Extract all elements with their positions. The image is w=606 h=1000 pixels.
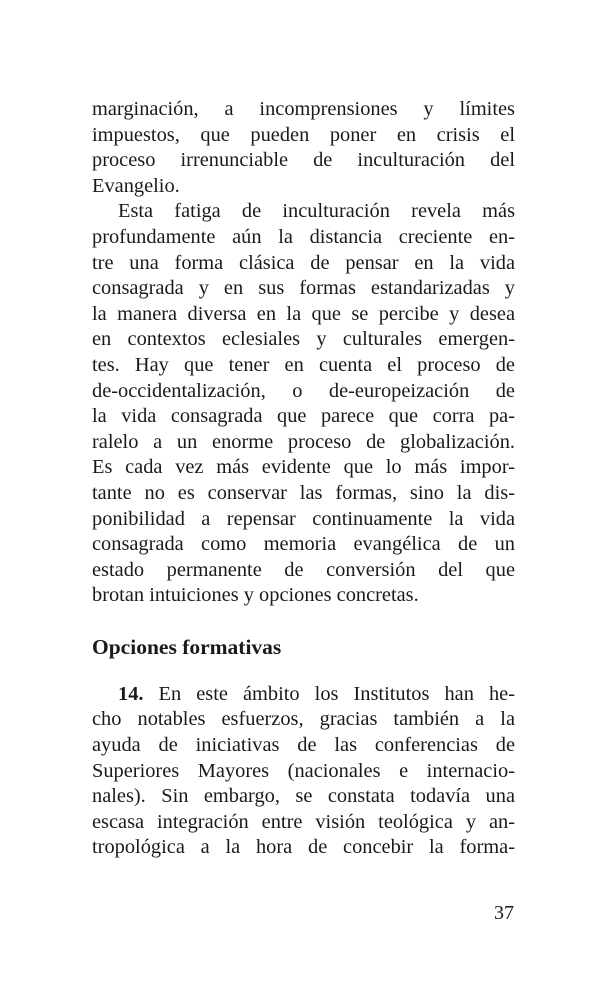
text-line: tropológica a la hora de concebir la forma-: [92, 836, 515, 859]
text-line: impuestos, que pueden poner en crisis el: [92, 123, 515, 146]
text-line: brotan intuiciones y opciones concretas.: [92, 584, 419, 607]
text-line: Evangelio.: [92, 174, 180, 197]
text-line: la vida consagrada que parece que corra pa-: [92, 405, 515, 428]
text-line: nales). Sin embargo, se constata todavía una: [92, 785, 515, 808]
text-line: ponibilidad a repensar continuamente la vida: [92, 507, 515, 530]
text-line: [92, 682, 515, 708]
text-line: profundamente aún la distancia creciente en-: [92, 225, 515, 248]
text-line: cho notables esfuerzos, gracias también a la: [92, 708, 515, 731]
text-line: tre una forma clásica de pensar en la vida: [92, 251, 515, 274]
text-line: marginación, a incomprensiones y límites: [92, 98, 515, 120]
spacer: [92, 663, 515, 682]
body-text: [92, 97, 515, 861]
text-line: Superiores Mayores (nacionales e internacio-: [92, 759, 515, 782]
text-line: proceso irrenunciable de inculturación del: [92, 149, 515, 172]
page-number: 37: [494, 902, 514, 924]
text-line: Es cada vez más evidente que lo más impor-: [92, 456, 515, 479]
text-line: escasa integración entre visión teológica y an-: [92, 810, 515, 833]
text-line: en contextos eclesiales y culturales emergen-: [92, 328, 515, 351]
text-line: tes. Hay que tener en cuenta el proceso de: [92, 353, 515, 376]
text-line: estado permanente de conversión del que: [92, 558, 515, 581]
text-line: consagrada como memoria evangélica de un: [92, 533, 515, 556]
section-heading: Opciones formativas: [92, 634, 282, 659]
text-line: consagrada y en sus formas estandarizadas y: [92, 277, 515, 300]
section-number: 14.: [118, 682, 144, 705]
text-line: ralelo a un enorme proceso de globalización.: [92, 430, 515, 453]
section-first-line: En este ámbito los Institutos han he-: [143, 682, 515, 705]
text-line: tante no es conservar las formas, sino la dis-: [92, 481, 515, 504]
text-line: ayuda de iniciativas de las conferencias de: [92, 734, 515, 757]
text-line: la manera diversa en la que se percibe y desea: [92, 302, 515, 325]
text-line: Esta fatiga de inculturación revela más: [118, 200, 515, 223]
spacer: [92, 609, 515, 635]
text-line: de-occidentalización, o de-europeización de: [92, 379, 515, 402]
